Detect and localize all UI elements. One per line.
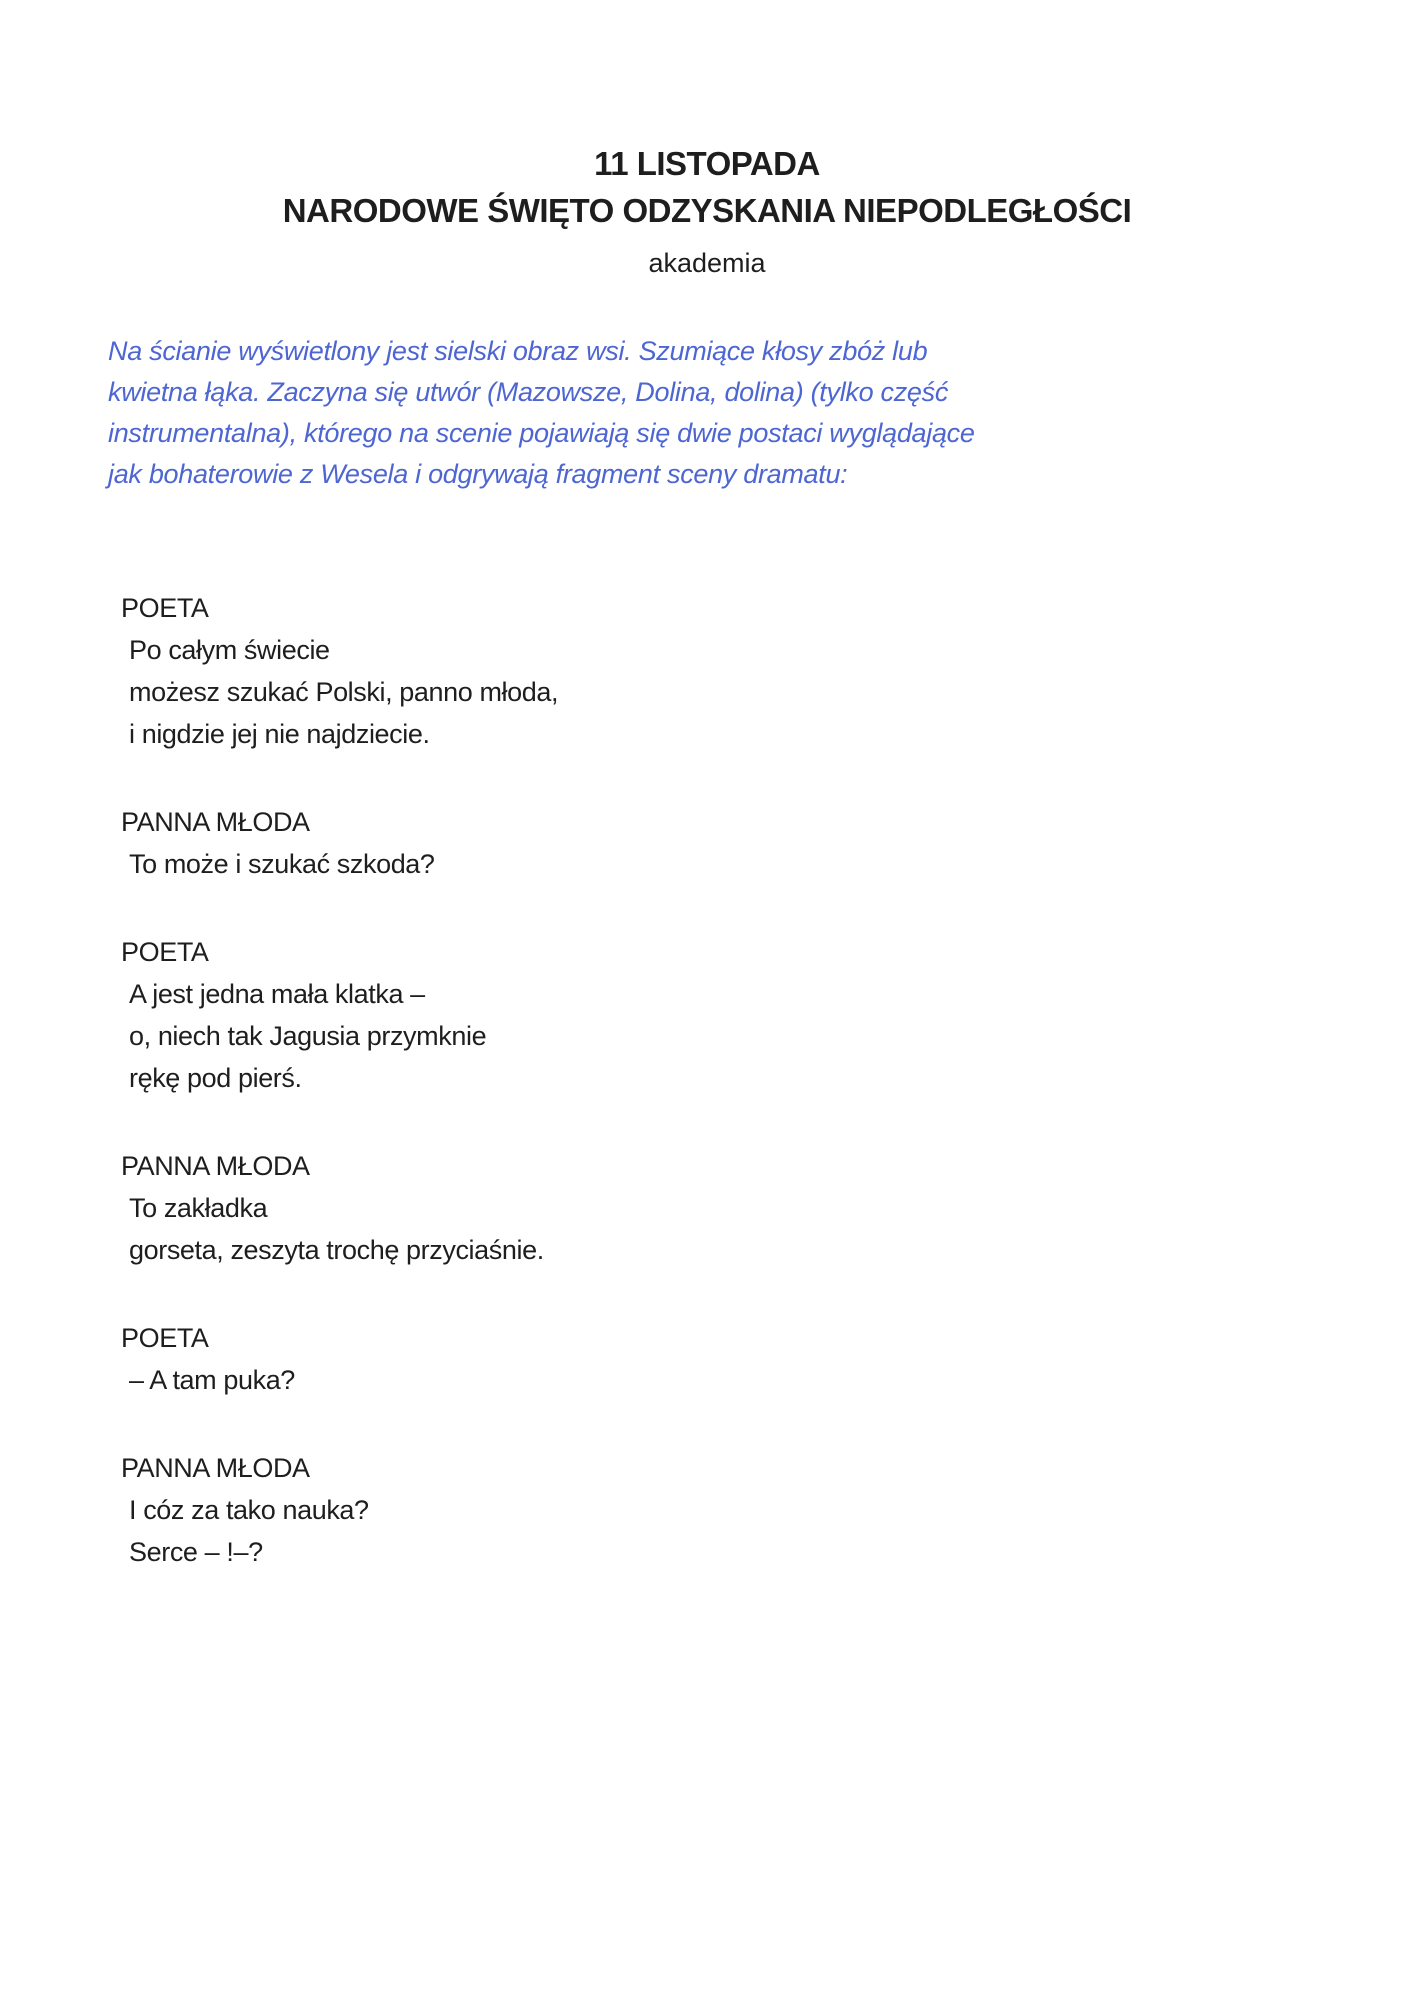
verse-line: gorseta, zeszyta trochę przyciaśnie. [129, 1235, 544, 1265]
stage-direction [108, 331, 1008, 495]
verse-line: To zakładka [129, 1193, 268, 1223]
verse-line: – A tam puka? [129, 1365, 295, 1395]
verse-line: A jest jedna mała klatka – [129, 979, 425, 1009]
verse-line: To może i szukać szkoda? [129, 849, 435, 879]
stage-direction-line: Na ścianie wyświetlony jest sielski obraz wsi. Szumiące kłosy zbóż lub [108, 336, 928, 366]
verse-line: i nigdzie jej nie najdziecie. [129, 719, 430, 749]
title-line-2: NARODOWE ŚWIĘTO ODZYSKANIA NIEPODLEGŁOŚCI [282, 192, 1132, 229]
verse-line: możesz szukać Polski, panno młoda, [129, 677, 559, 707]
verse-line: I cóz za tako nauka? [129, 1495, 369, 1525]
speaker-label: PANNA MŁODA [121, 1453, 310, 1483]
subtitle: akademia [648, 248, 766, 278]
speaker-label: PANNA MŁODA [121, 807, 310, 837]
stanza [121, 1145, 1414, 1271]
speaker-label: POETA [121, 593, 209, 623]
stanza [121, 1447, 1414, 1573]
stage-direction-line: kwietna łąka. Zaczyna się utwór (Mazowsze, Dolina, dolina) (tylko część [108, 377, 949, 407]
stanza [121, 1317, 1414, 1401]
speaker-label: PANNA MŁODA [121, 1151, 310, 1181]
dialogue-section [121, 587, 1414, 1573]
stanza [121, 587, 1414, 755]
verse-line: rękę pod pierś. [129, 1063, 302, 1093]
stage-direction-line: instrumentalna), którego na scenie pojawiają się dwie postaci wyglądające [108, 418, 975, 448]
verse-line: Po całym świecie [129, 635, 330, 665]
speaker-label: POETA [121, 1323, 209, 1353]
stanza [121, 801, 1414, 885]
speaker-label: POETA [121, 937, 209, 967]
stage-direction-line: jak bohaterowie z Wesela i odgrywają fragment sceny dramatu: [108, 459, 848, 489]
verse-line: Serce – !–? [129, 1537, 263, 1567]
verse-line: o, niech tak Jagusia przymknie [129, 1021, 487, 1051]
title-line-1: 11 LISTOPADA [594, 145, 820, 182]
document-header [0, 140, 1414, 283]
stanza [121, 931, 1414, 1099]
